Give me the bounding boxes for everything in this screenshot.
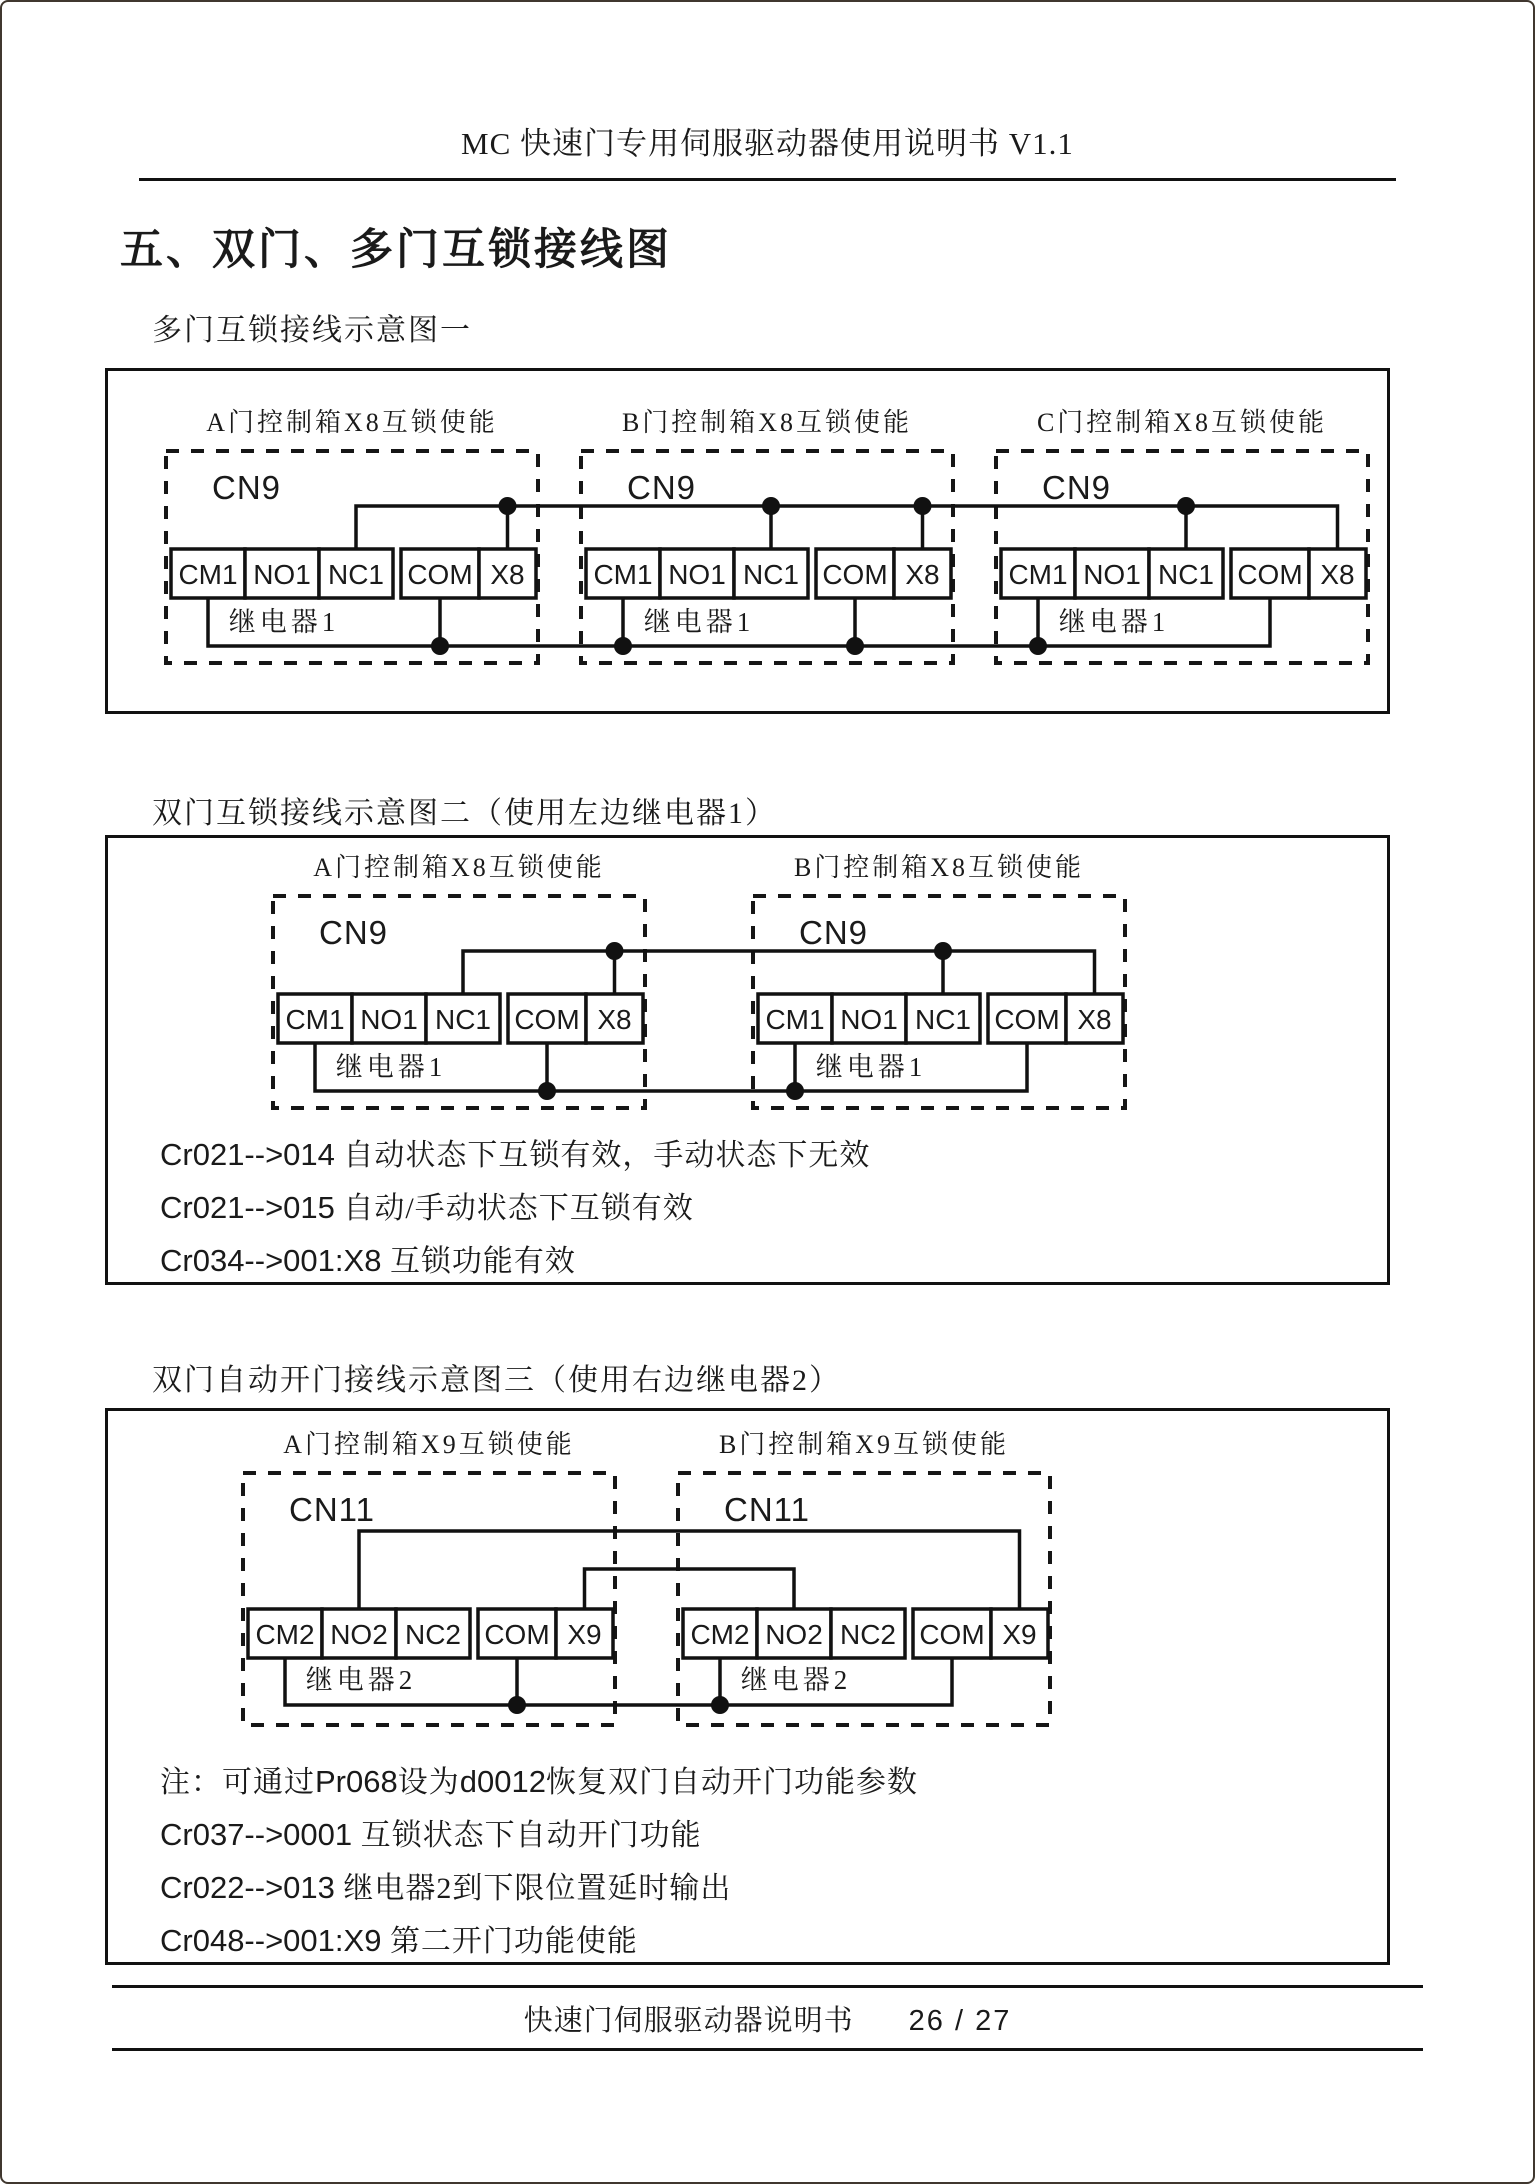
- note-text: 第二开门功能使能: [381, 1925, 638, 1958]
- connector-label: CN11: [724, 1491, 810, 1528]
- terminal-label: NC1: [914, 1004, 972, 1035]
- footer: [2, 1998, 1533, 2039]
- door-label: B门控制箱X9互锁使能: [718, 1430, 1010, 1459]
- note-text: 自动状态下互锁有效，手动状态下无效: [334, 1139, 871, 1172]
- connector-label: CN9: [627, 469, 697, 506]
- terminal-label: CM2: [255, 1619, 315, 1650]
- doc-title: MC 快速门专用伺服驱动器使用说明书 V1.1: [461, 126, 1074, 161]
- door-label: B门控制箱X8互锁使能: [621, 408, 913, 437]
- terminal-label: NO1: [253, 559, 311, 590]
- terminal-label: X9: [567, 1619, 602, 1650]
- door-unit: [166, 408, 538, 663]
- terminal-label: CM1: [178, 559, 238, 590]
- relay-label: 继电器2: [740, 1665, 852, 1695]
- junction-dot: [786, 1082, 804, 1100]
- terminal-label: CM1: [765, 1004, 825, 1035]
- parameter-code: Cr021-->015: [160, 1190, 335, 1225]
- terminal-label: COM: [822, 559, 888, 590]
- terminal-label: COM: [994, 1004, 1060, 1035]
- header-rule: [139, 178, 1396, 181]
- junction-dot: [1029, 637, 1047, 655]
- door-unit: [581, 408, 953, 663]
- parameter-code: Cr048-->001:X9: [160, 1923, 382, 1958]
- terminal-label: COM: [484, 1619, 550, 1650]
- terminal-label: NC1: [1157, 559, 1215, 590]
- relay-label: 继电器1: [228, 607, 340, 637]
- footer-page-number: 26 / 27: [908, 2005, 1012, 2037]
- terminal-label: X8: [1077, 1004, 1112, 1035]
- note-line: [160, 1181, 870, 1234]
- terminal-label: COM: [514, 1004, 580, 1035]
- parameter-code: d0012: [459, 1764, 546, 1799]
- junction-dot: [846, 637, 864, 655]
- terminal-label: X8: [1320, 559, 1355, 590]
- diagram-subtitle: 双门互锁接线示意图二（使用左边继电器1）: [152, 797, 777, 830]
- connector-label: CN11: [289, 1491, 375, 1528]
- note-line: [160, 1755, 918, 1808]
- doc-header: [2, 118, 1533, 163]
- parameter-code: Pr068: [315, 1764, 398, 1799]
- junction-dot: [1177, 497, 1195, 515]
- diagram-box: [105, 368, 1390, 714]
- terminal-label: NO1: [1083, 559, 1141, 590]
- junction-dot: [538, 1082, 556, 1100]
- footer-doc-name: 快速门伺服驱动器说明书: [523, 2005, 854, 2037]
- parameter-notes: [160, 1128, 870, 1287]
- terminal-label: X8: [490, 559, 525, 590]
- junction-dot: [934, 942, 952, 960]
- note-text: 继电器2到下限位置延时输出: [334, 1872, 732, 1905]
- terminal-label: CM1: [285, 1004, 345, 1035]
- junction-dot: [508, 1696, 526, 1714]
- connector-label: CN9: [799, 914, 869, 951]
- note-text: 注：可通过: [160, 1766, 315, 1799]
- note-text: 自动/手动状态下互锁有效: [334, 1192, 694, 1225]
- diagram-box: [105, 1408, 1390, 1965]
- parameter-code: Cr037-->0001: [160, 1817, 353, 1852]
- diagram-schematic: [108, 1411, 1387, 1743]
- note-line: [160, 1808, 918, 1861]
- terminal-label: NC2: [839, 1619, 897, 1650]
- note-line: [160, 1914, 918, 1967]
- connector-label: CN9: [319, 914, 389, 951]
- terminal-label: CM2: [690, 1619, 750, 1650]
- connector-label: CN9: [1042, 469, 1112, 506]
- terminal-label: NO2: [330, 1619, 388, 1650]
- door-unit: [273, 853, 645, 1108]
- diagram-subtitle: 双门自动开门接线示意图三（使用右边继电器2）: [152, 1364, 841, 1397]
- door-unit: [243, 1430, 615, 1725]
- terminal-label: X8: [597, 1004, 632, 1035]
- junction-dot: [614, 637, 632, 655]
- terminal-label: COM: [919, 1619, 985, 1650]
- footer-rule-top: [112, 1985, 1423, 1988]
- diagram-box: [105, 835, 1390, 1285]
- door-label: A门控制箱X8互锁使能: [206, 408, 498, 437]
- parameter-code: Cr034-->001:X8: [160, 1243, 382, 1278]
- diagram-schematic: [108, 371, 1387, 711]
- door-label: C门控制箱X8互锁使能: [1036, 408, 1328, 437]
- relay-label: 继电器2: [305, 1665, 417, 1695]
- relay-label: 继电器1: [1058, 607, 1170, 637]
- terminal-label: X8: [905, 559, 940, 590]
- parameter-notes: [160, 1755, 918, 1967]
- terminal-label: COM: [407, 559, 473, 590]
- door-label: B门控制箱X8互锁使能: [793, 853, 1085, 882]
- terminal-label: NO1: [840, 1004, 898, 1035]
- relay-label: 继电器1: [335, 1052, 447, 1082]
- bus-wire: [463, 951, 1095, 994]
- junction-dot: [762, 497, 780, 515]
- junction-dot: [431, 637, 449, 655]
- terminal-label: CM1: [1008, 559, 1068, 590]
- diagram-schematic: [108, 838, 1387, 1118]
- note-text: 互锁功能有效: [381, 1245, 576, 1278]
- note-text: 设为: [397, 1766, 460, 1799]
- relay-label: 继电器1: [643, 607, 755, 637]
- terminal-label: NC1: [327, 559, 385, 590]
- parameter-code: Cr022-->013: [160, 1870, 335, 1905]
- diagram-subtitle: 多门互锁接线示意图一: [152, 314, 472, 347]
- door-unit: [678, 1430, 1050, 1725]
- junction-dot: [606, 942, 624, 960]
- note-line: [160, 1234, 870, 1287]
- junction-dot: [711, 1696, 729, 1714]
- terminal-label: NC1: [742, 559, 800, 590]
- note-line: [160, 1128, 870, 1181]
- door-label: A门控制箱X8互锁使能: [313, 853, 605, 882]
- door-unit: [996, 408, 1368, 663]
- note-line: [160, 1861, 918, 1914]
- terminal-label: X9: [1002, 1619, 1037, 1650]
- terminal-label: NO2: [765, 1619, 823, 1650]
- terminal-label: NO1: [360, 1004, 418, 1035]
- note-text: 互锁状态下自动开门功能: [352, 1819, 702, 1852]
- footer-rule-bottom: [112, 2048, 1423, 2051]
- door-unit: [753, 853, 1125, 1108]
- note-text: 恢复双门自动开门功能参数: [545, 1766, 918, 1799]
- terminal-label: CM1: [593, 559, 653, 590]
- terminal-label: NO1: [668, 559, 726, 590]
- section-title: 五、双门、多门互锁接线图: [120, 227, 672, 274]
- door-label: A门控制箱X9互锁使能: [283, 1430, 575, 1459]
- terminal-label: NC1: [434, 1004, 492, 1035]
- junction-dot: [499, 497, 517, 515]
- relay-label: 继电器1: [815, 1052, 927, 1082]
- terminal-label: NC2: [404, 1619, 462, 1650]
- connector-label: CN9: [212, 469, 282, 506]
- terminal-label: COM: [1237, 559, 1303, 590]
- parameter-code: Cr021-->014: [160, 1137, 335, 1172]
- junction-dot: [914, 497, 932, 515]
